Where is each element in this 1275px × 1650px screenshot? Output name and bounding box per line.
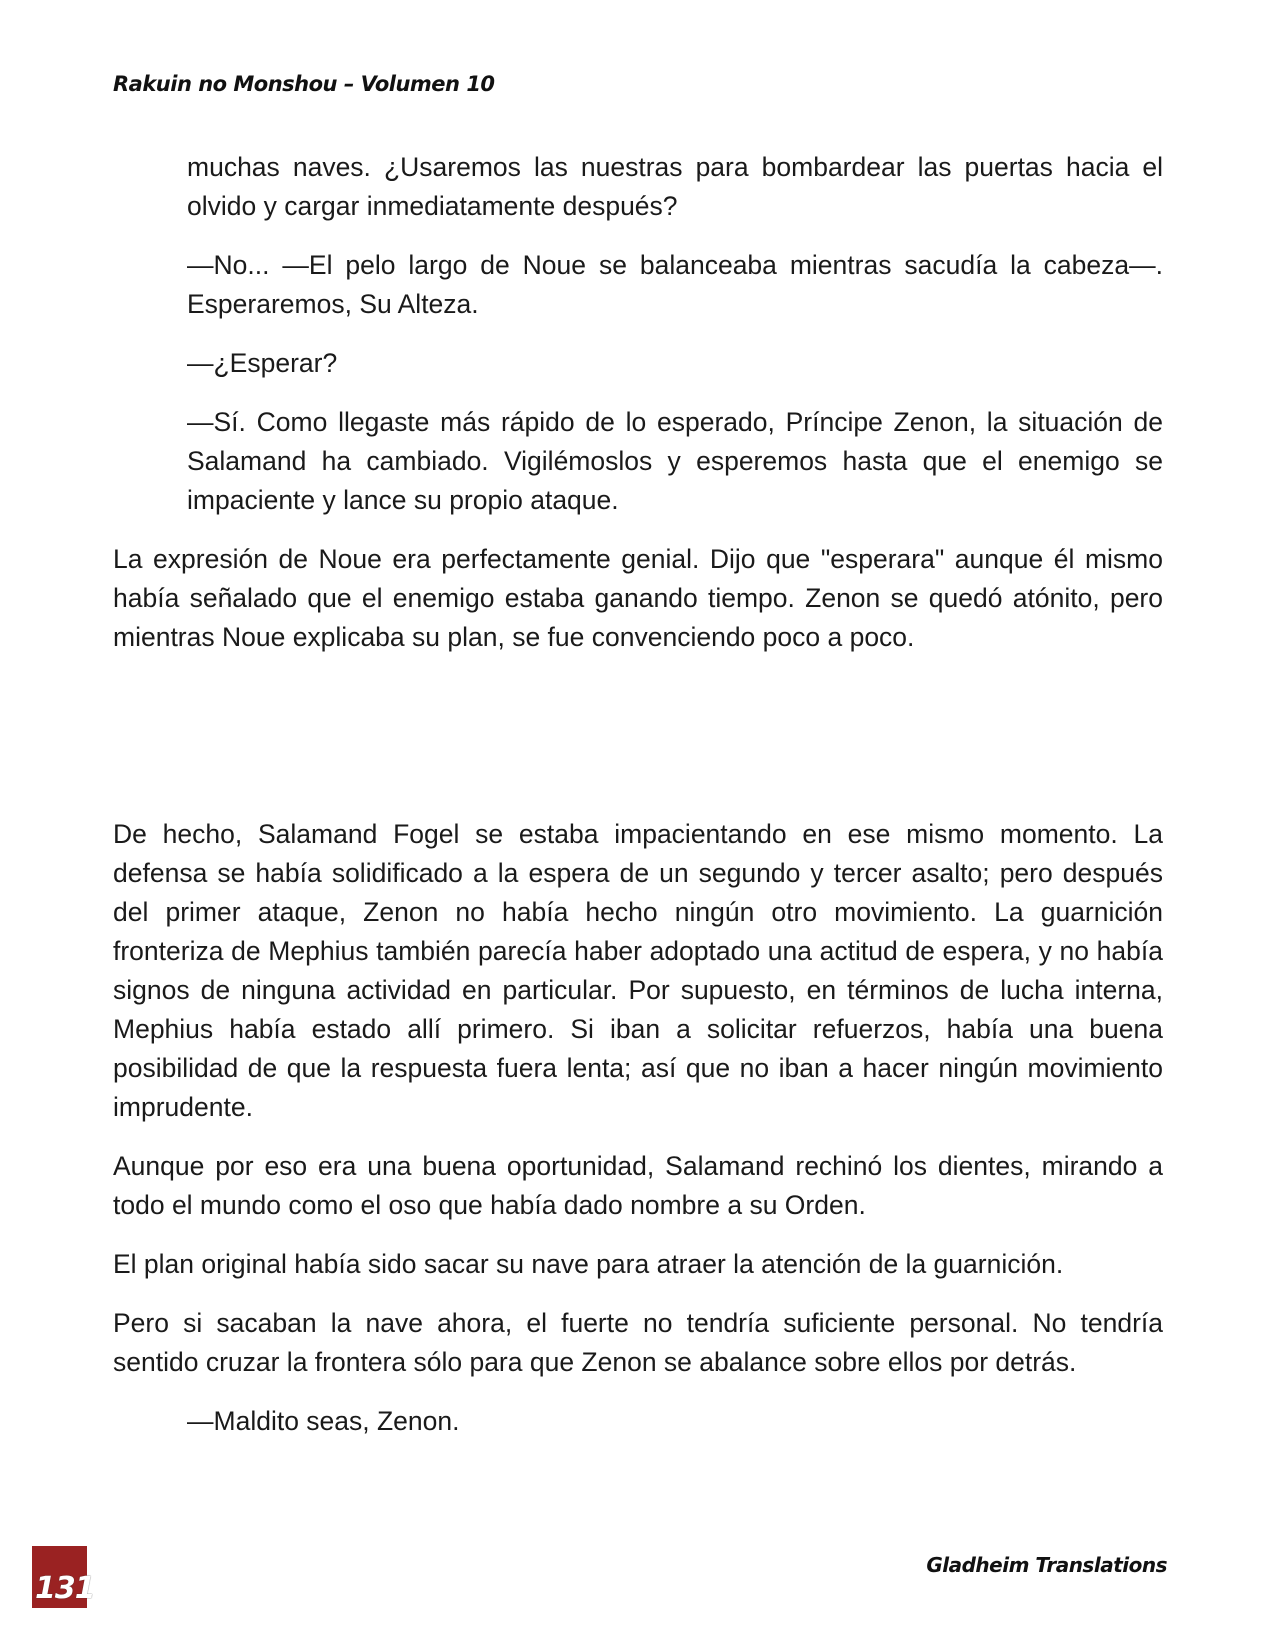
paragraph-3: —¿Esperar?	[187, 348, 338, 378]
paragraph-9: Pero si sacaban la nave ahora, el fuerte no tendría suficiente personal. No tendría sentido cruzar la frontera sólo para que Zenon se abalance sobre ellos por detrás.	[113, 1308, 1163, 1377]
paragraph-10: —Maldito seas, Zenon.	[187, 1406, 460, 1436]
paragraph-8: El plan original había sido sacar su nave para atraer la atención de la guarnición.	[113, 1249, 1064, 1279]
page-number: 131	[35, 1571, 95, 1606]
paragraph-4: —Sí. Como llegaste más rápido de lo esperado, Príncipe Zenon, la situación de Salamand ha cambiado. Vigilémoslos y esperemos hasta que el enemigo se impaciente y lance su propio ataque.	[187, 407, 1163, 515]
page-number-badge	[32, 1546, 95, 1608]
paragraph-1: muchas naves. ¿Usaremos las nuestras para bombardear las puertas hacia el olvido y cargar inmediatamente después?	[187, 152, 1163, 221]
page-body	[113, 148, 1163, 1461]
paragraph-5: La expresión de Noue era perfectamente genial. Dijo que "esperara" aunque él mismo había señalado que el enemigo estaba ganando tiempo. Zenon se quedó atónito, pero mientras Noue explicaba su plan, se fue convenciendo poco a poco.	[113, 544, 1163, 652]
paragraph-2: —No... —El pelo largo de Noue se balanceaba mientras sacudía la cabeza—. Esperaremos, Su Alteza.	[187, 250, 1163, 319]
paragraph-7: Aunque por eso era una buena oportunidad, Salamand rechinó los dientes, mirando a todo el mundo como el oso que había dado nombre a su Orden.	[113, 1151, 1163, 1220]
paragraph-6: De hecho, Salamand Fogel se estaba impacientando en ese mismo momento. La defensa se había solidificado a la espera de un segundo y tercer asalto; pero después del primer ataque, Zenon no había hecho ningún otro movimiento. La guarnición fronteriza de Mephius también parecía haber adoptado una actitud de espera, y no había signos de ninguna actividad en particular. Por supuesto, en términos de lucha interna, Mephius había estado allí primero. Si iban a solicitar refuerzos, había una buena posibilidad de que la respuesta fuera lenta; así que no iban a hacer ningún movimiento imprudente.	[113, 819, 1163, 1122]
translator-credit: Gladheim Translations	[926, 1553, 1167, 1577]
running-header: Rakuin no Monshou – Volumen 10	[113, 72, 495, 96]
section-break	[113, 677, 1163, 815]
